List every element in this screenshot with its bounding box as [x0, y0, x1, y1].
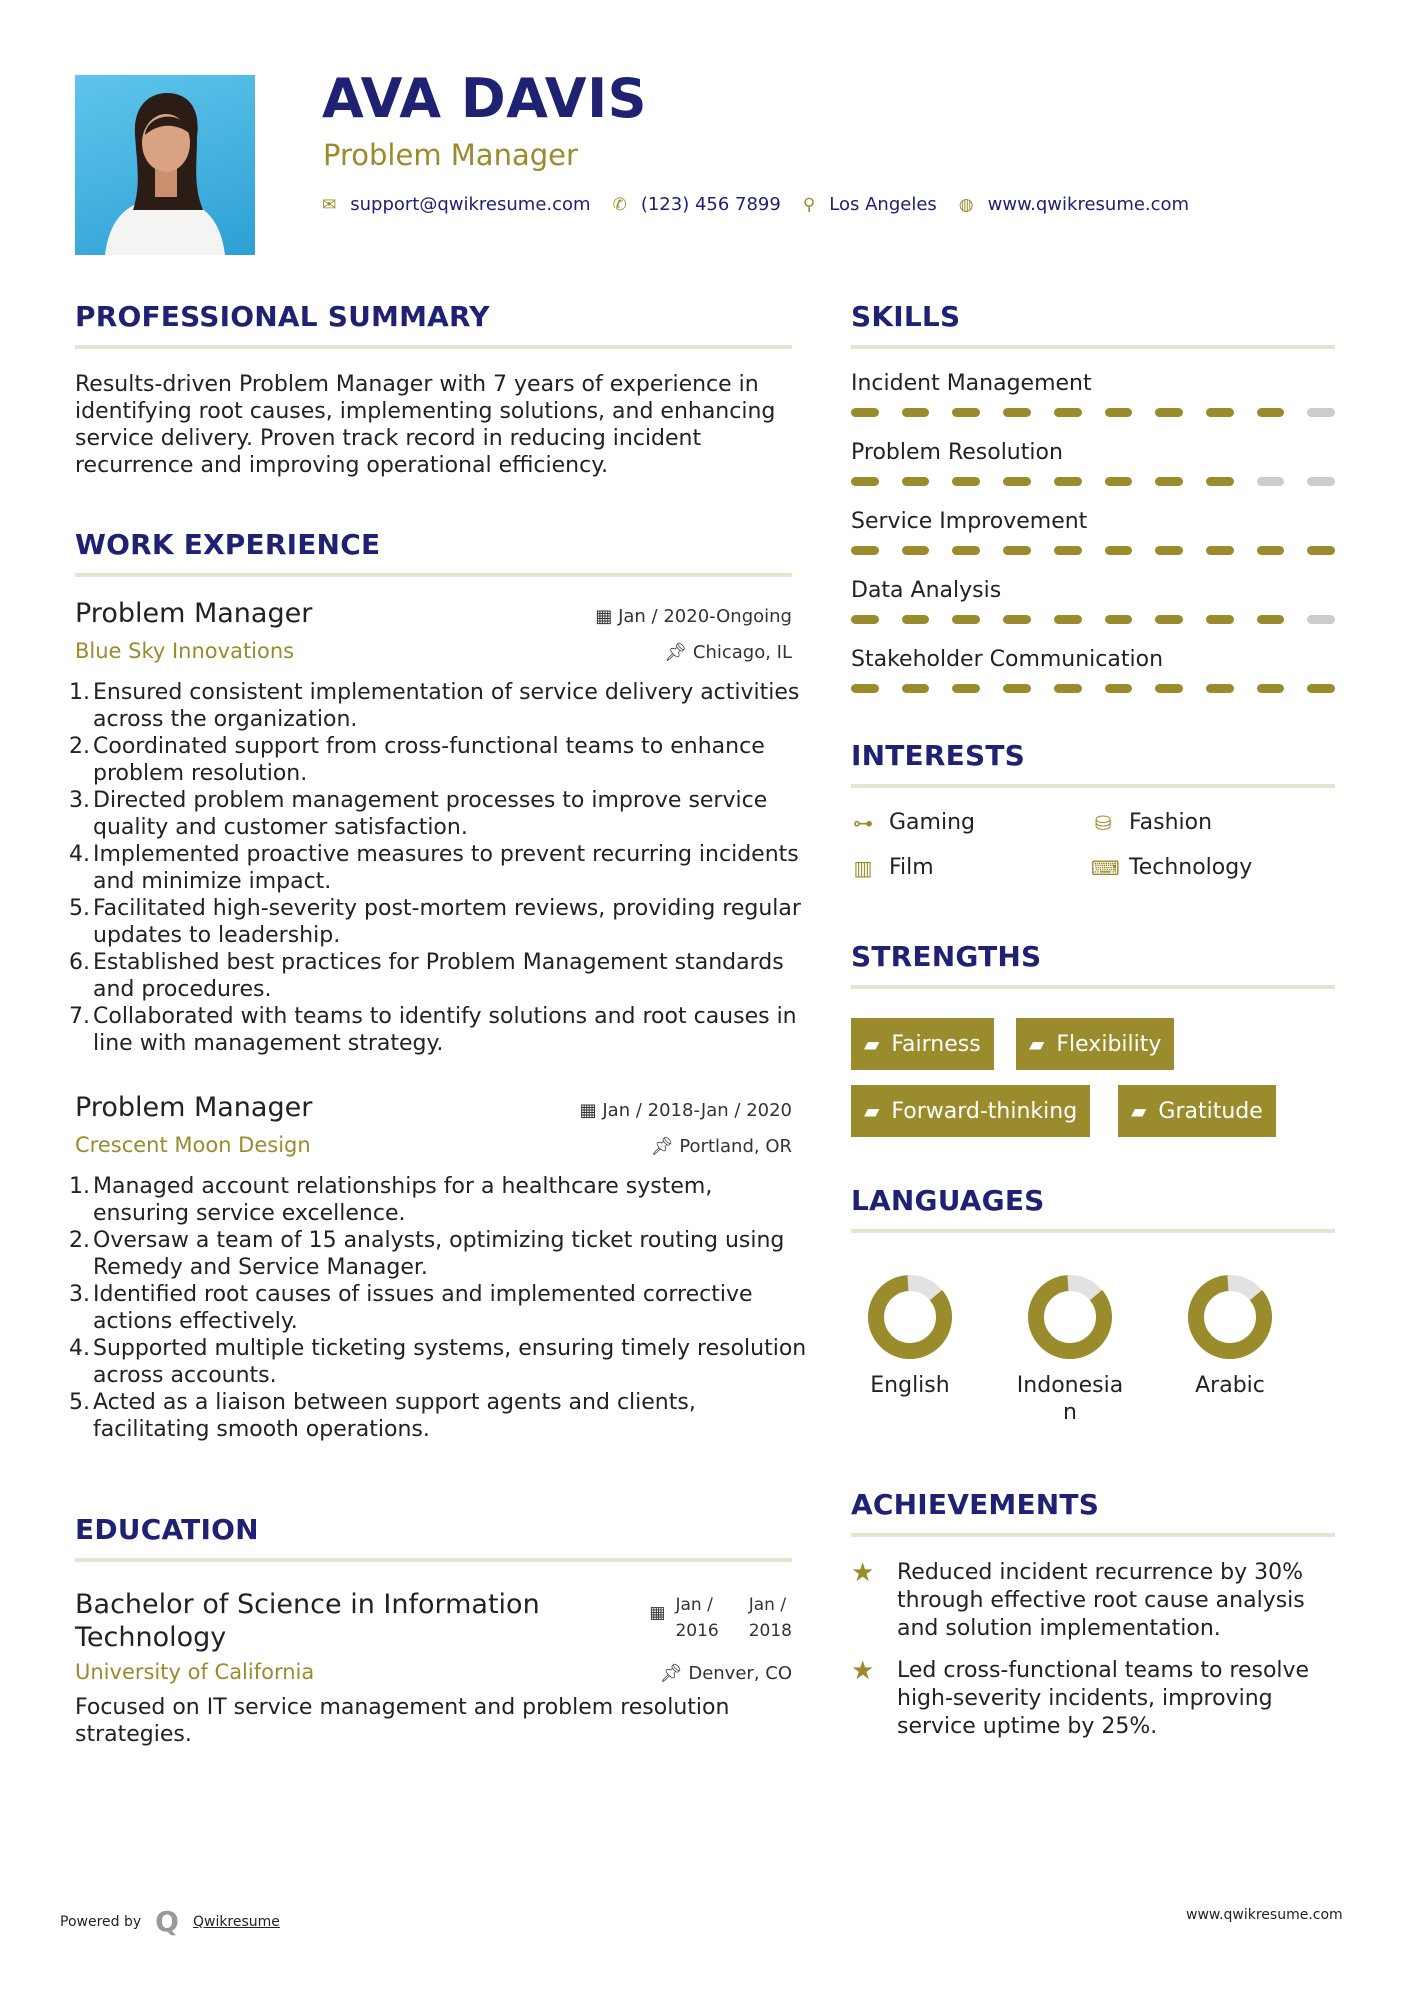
list-item: 1. Ensured consistent implementation of service delivery activities across the organization.: [69, 680, 800, 732]
rating-dot: [1105, 477, 1133, 486]
rating-dot: [1257, 477, 1285, 486]
languages-section: [851, 1184, 1335, 1233]
section-divider: [851, 985, 1335, 989]
section-heading-skills: SKILLS: [851, 300, 961, 333]
section-heading-summary: PROFESSIONAL SUMMARY: [75, 300, 490, 333]
rating-dot: [902, 684, 930, 693]
brand-link[interactable]: Qwikresume: [192, 1913, 280, 1930]
skill-rating: [851, 408, 1335, 417]
rating-dot: [1003, 615, 1031, 624]
list-item: 2. Coordinated support from cross-functional teams to enhance problem resolution.: [69, 734, 765, 786]
skill-row: [851, 578, 1335, 624]
education-section: [75, 1513, 792, 1562]
list-item: 3. Directed problem management processes to improve service quality and customer satisfaction.: [69, 788, 768, 840]
map-pin-icon: ⚲: [802, 194, 816, 215]
job-dates: Jan / 2020-Ongoing: [618, 606, 792, 627]
rating-dot: [1155, 408, 1183, 417]
profile-photo: [75, 75, 255, 255]
footer-url[interactable]: www.qwikresume.com: [1186, 1907, 1343, 1923]
section-heading-interests: INTERESTS: [851, 739, 1025, 772]
contact-email[interactable]: support@qwikresume.com: [350, 194, 591, 215]
rating-dot: [1257, 615, 1285, 624]
list-item: 6. Established best practices for Problem Management standards and procedures.: [69, 950, 784, 1002]
rating-dot: [1155, 615, 1183, 624]
skill-row: [851, 509, 1335, 555]
rating-dot: [1003, 546, 1031, 555]
job-entry: [69, 598, 801, 1057]
envelope-icon: ✉: [322, 194, 337, 215]
interests-section: [851, 739, 1335, 880]
skill-row: [851, 371, 1335, 417]
calendar-icon: ▦: [595, 606, 613, 627]
book-icon: ▰: [864, 1099, 880, 1123]
gamepad-icon: ⊶: [853, 810, 873, 835]
rating-dot: [1105, 615, 1133, 624]
skill-rating: [851, 546, 1335, 555]
skill-name: Incident Management: [851, 371, 1092, 396]
rating-dot: [1105, 408, 1133, 417]
education-description: Focused on IT service management and problem resolution strategies.: [75, 1695, 730, 1747]
list-item: 5. Facilitated high-severity post-mortem reviews, providing regular updates to leadership.: [69, 896, 801, 948]
rating-dot: [902, 546, 930, 555]
strength-tag: ▰ Gratitude: [1118, 1085, 1276, 1137]
rating-dot: [902, 408, 930, 417]
pin-icon: 📌︎: [664, 642, 688, 663]
languages-chart: [850, 1272, 1330, 1432]
skill-name: Service Improvement: [851, 509, 1088, 534]
laptop-icon: ⌨: [1091, 855, 1120, 880]
rating-dot: [952, 615, 980, 624]
section-divider: [75, 1558, 792, 1562]
list-item: 3. Identified root causes of issues and implemented corrective actions effectively.: [69, 1282, 753, 1334]
achievements-section: [851, 1488, 1335, 1741]
calendar-icon: ▦: [649, 1603, 666, 1623]
rating-dot: [1307, 546, 1335, 555]
section-heading-languages: LANGUAGES: [851, 1184, 1045, 1217]
globe-icon: ◍: [958, 194, 974, 215]
rating-dot: [1257, 684, 1285, 693]
summary-section: [75, 300, 792, 479]
skill-rating: [851, 615, 1335, 624]
school-name: University of California: [75, 1660, 315, 1684]
book-icon: ▰: [1131, 1099, 1147, 1123]
strength-tag: ▰ Flexibility: [1016, 1018, 1174, 1070]
strengths-section: [851, 940, 1335, 989]
book-icon: ▰: [1029, 1032, 1045, 1056]
book-icon: ▰: [864, 1032, 880, 1056]
rating-dot: [851, 615, 879, 624]
candidate-title: Problem Manager: [323, 138, 578, 172]
job-dates: Jan / 2018-Jan / 2020: [602, 1100, 792, 1121]
skill-name: Stakeholder Communication: [851, 647, 1164, 672]
rating-dot: [851, 477, 879, 486]
qwikresume-logo-icon: Q: [155, 1905, 179, 1938]
rating-dot: [1257, 408, 1285, 417]
rating-dot: [1155, 477, 1183, 486]
language-name: Indonesia n: [1016, 1373, 1124, 1425]
section-divider: [75, 573, 792, 577]
interest-item: ▥ Film: [851, 855, 1091, 880]
skill-rating: [851, 684, 1335, 693]
skill-name: Problem Resolution: [851, 440, 1063, 465]
rating-dot: [1003, 477, 1031, 486]
interest-item: ⌨ Technology: [1091, 855, 1253, 880]
interest-item: ⛁ Fashion: [1091, 810, 1331, 835]
candidate-name: AVA DAVIS: [322, 67, 648, 130]
rating-dot: [952, 546, 980, 555]
rating-dot: [851, 546, 879, 555]
skills-section: [851, 300, 1335, 693]
contact-phone[interactable]: (123) 456 7899: [640, 194, 781, 215]
rating-dot: [1206, 408, 1234, 417]
skill-row: [851, 440, 1335, 486]
job-title: Problem Manager: [75, 598, 313, 629]
pin-icon: 📌︎: [659, 1663, 683, 1684]
film-icon: ▥: [853, 855, 873, 880]
rating-dot: [902, 477, 930, 486]
rating-dot: [1105, 684, 1133, 693]
job-entry: [69, 1092, 807, 1443]
rating-dot: [1054, 546, 1082, 555]
skill-row: [851, 647, 1335, 693]
achievement-item: ★ Reduced incident recurrence by 30% through effective root cause analysis and solution implementation.: [851, 1558, 1305, 1641]
contact-website[interactable]: www.qwikresume.com: [987, 194, 1190, 215]
rating-dot: [1003, 684, 1031, 693]
rating-dot: [1054, 684, 1082, 693]
education-location: Denver, CO: [688, 1663, 792, 1684]
list-item: 5. Acted as a liaison between support agents and clients, facilitating smooth operations.: [69, 1390, 696, 1442]
list-item: 1. Managed account relationships for a healthcare system, ensuring service excellence.: [69, 1174, 713, 1226]
rating-dot: [1105, 546, 1133, 555]
job-company: Crescent Moon Design: [75, 1133, 311, 1157]
rating-dot: [1206, 615, 1234, 624]
rating-dot: [1206, 477, 1234, 486]
summary-text: Results-driven Problem Manager with 7 years of experience in identifying root causes, implementing solutions, and enhancing service delivery. Proven track record in reducing incident recurrence and improving operational efficiency.: [75, 372, 776, 478]
pin-icon: 📌︎: [650, 1136, 674, 1157]
strength-tag: ▰ Fairness: [851, 1018, 994, 1070]
rating-dot: [1307, 408, 1335, 417]
section-divider: [851, 1229, 1335, 1233]
language-name: English: [870, 1373, 950, 1398]
star-icon: ★: [851, 1656, 875, 1686]
section-heading-education: EDUCATION: [75, 1513, 259, 1546]
rating-dot: [1054, 408, 1082, 417]
rating-dot: [1206, 546, 1234, 555]
section-heading-achievements: ACHIEVEMENTS: [851, 1488, 1100, 1521]
skill-name: Data Analysis: [851, 578, 1002, 603]
rating-dot: [1257, 546, 1285, 555]
phone-icon: ✆: [612, 194, 627, 215]
rating-dot: [1155, 684, 1183, 693]
contact-bar: [322, 194, 1211, 215]
section-heading-experience: WORK EXPERIENCE: [75, 528, 381, 561]
section-divider: [851, 345, 1335, 349]
job-location: Portland, OR: [679, 1136, 792, 1157]
section-heading-strengths: STRENGTHS: [851, 940, 1042, 973]
shopping-bag-icon: ⛁: [1094, 810, 1112, 835]
degree-title: Bachelor of Science in Information Technology: [75, 1589, 540, 1653]
rating-dot: [1206, 684, 1234, 693]
education-dates: ▦ Jan / 2016 Jan / 2018: [649, 1592, 792, 1654]
rating-dot: [851, 684, 879, 693]
rating-dot: [851, 408, 879, 417]
rating-dot: [1155, 546, 1183, 555]
skills-list: [851, 371, 1335, 693]
education-entry: [75, 1588, 792, 1748]
achievement-item: ★ Led cross-functional teams to resolve high-severity incidents, improving service uptime by 25%.: [851, 1656, 1310, 1739]
list-item: 7. Collaborated with teams to identify solutions and root causes in line with management strategy.: [69, 1004, 797, 1056]
job-location: Chicago, IL: [692, 642, 792, 663]
rating-dot: [952, 408, 980, 417]
rating-dot: [1307, 684, 1335, 693]
footer-powered-by: [60, 1905, 280, 1938]
job-title: Problem Manager: [75, 1092, 313, 1123]
job-task-list: [69, 1173, 815, 1443]
star-icon: ★: [851, 1558, 875, 1588]
list-item: 4. Supported multiple ticketing systems, ensuring timely resolution across accounts.: [69, 1336, 807, 1388]
job-task-list: [69, 679, 815, 1057]
section-divider: [851, 784, 1335, 788]
rating-dot: [902, 615, 930, 624]
list-item: 2. Oversaw a team of 15 analysts, optimizing ticket routing using Remedy and Service Manager.: [69, 1228, 785, 1280]
language-name: Arabic: [1195, 1373, 1265, 1398]
strength-tag: ▰ Forward-thinking: [851, 1085, 1090, 1137]
rating-dot: [1054, 615, 1082, 624]
list-item: 4. Implemented proactive measures to prevent recurring incidents and minimize impact.: [69, 842, 799, 894]
rating-dot: [1054, 477, 1082, 486]
rating-dot: [1307, 477, 1335, 486]
rating-dot: [952, 477, 980, 486]
powered-by-label: Powered by: [60, 1913, 142, 1930]
rating-dot: [952, 684, 980, 693]
calendar-icon: ▦: [579, 1100, 597, 1121]
section-divider: [851, 1533, 1335, 1537]
contact-location: Los Angeles: [829, 194, 937, 215]
rating-dot: [1003, 408, 1031, 417]
section-divider: [75, 345, 792, 349]
rating-dot: [1307, 615, 1335, 624]
experience-section: [75, 528, 792, 577]
skill-rating: [851, 477, 1335, 486]
job-company: Blue Sky Innovations: [75, 639, 295, 663]
interest-item: ⊶ Gaming: [853, 810, 975, 835]
